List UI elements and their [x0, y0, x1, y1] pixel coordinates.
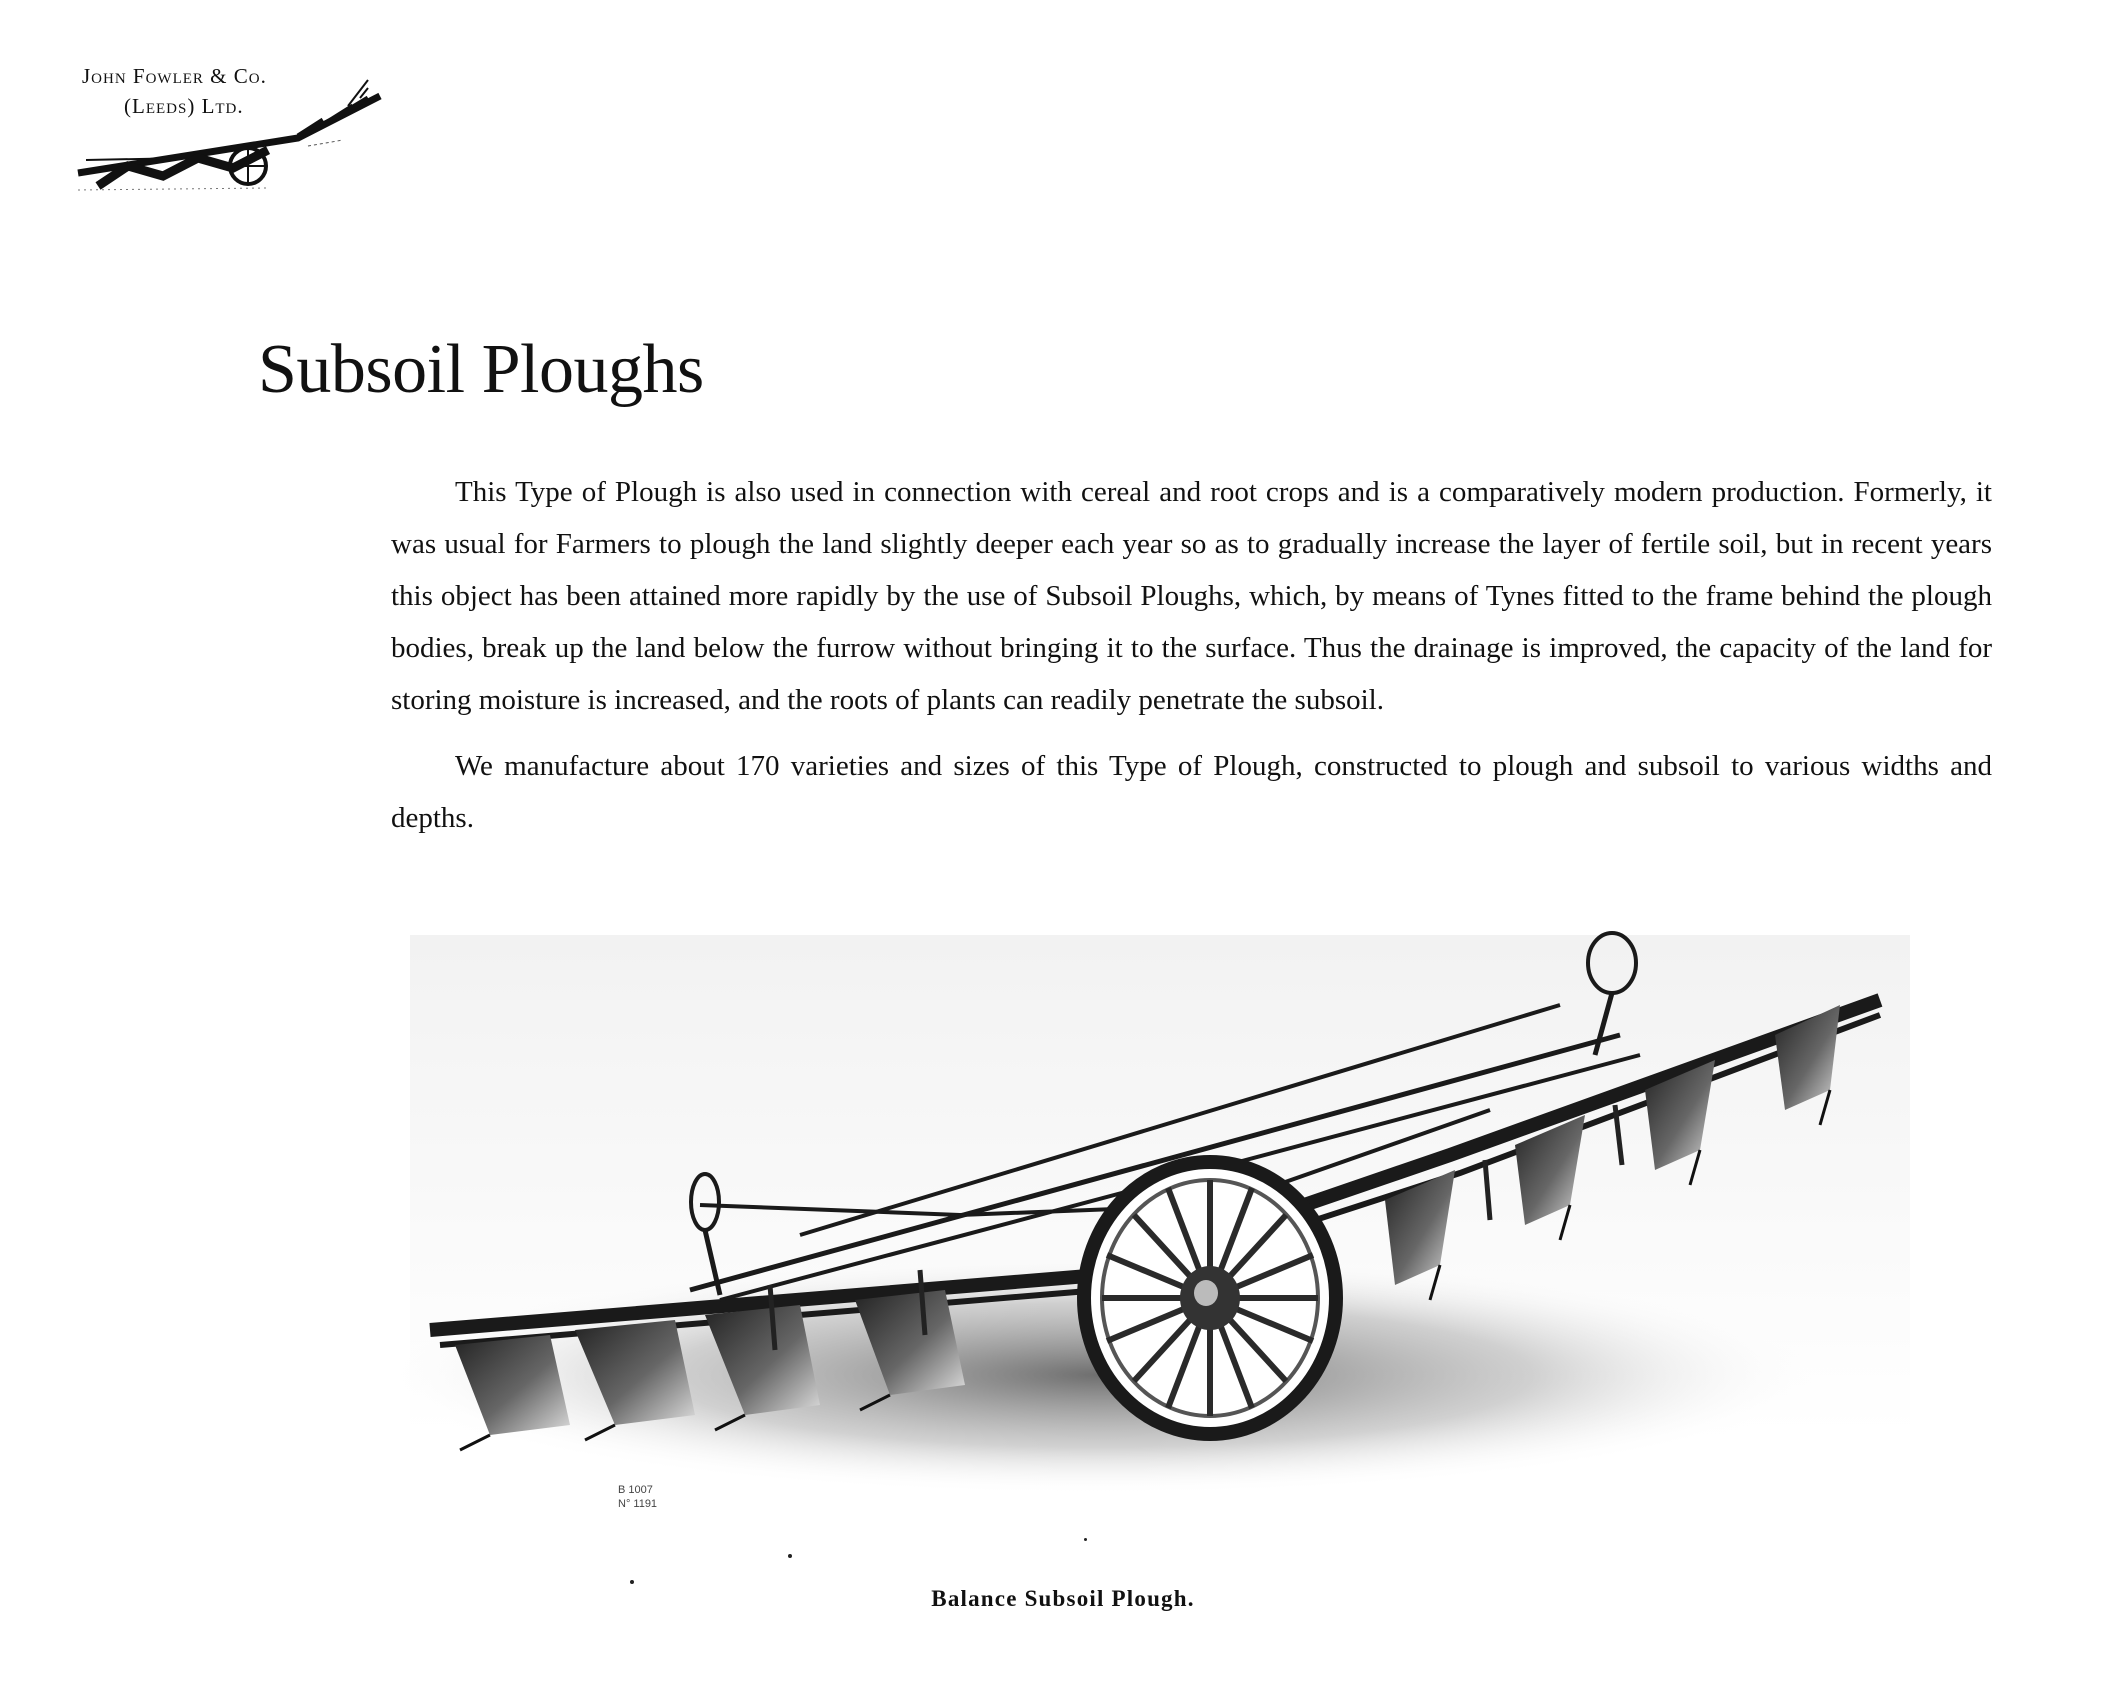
plate-subnumber: N° 1191 — [618, 1498, 658, 1510]
plate-number: B 1007 — [618, 1484, 653, 1496]
page-title: Subsoil Ploughs — [258, 331, 704, 408]
print-speck — [630, 1580, 634, 1584]
print-speck — [788, 1554, 792, 1558]
land-wheel — [1084, 1162, 1336, 1434]
paragraph-intro: This Type of Plough is also used in connection with cereal and root crops and is a comparatively modern production. Formerly, it was usual for Farmers to plough the land slightly deeper each year so as to gradually increase the layer of fertile soil, but in recent years this object has been attained more rapidly by the use of Subsoil Ploughs, which, by means of Tynes fitted to the frame behind the plough bodies, break up the land below the furrow without bringing it to the surface. Thus the drainage is improved, the capacity of the land for storing moisture is increased, and the roots of plants can readily penetrate the subsoil. — [391, 476, 1992, 716]
plough-illustration — [400, 905, 1920, 1545]
logo-company-suffix: (Leeds) Ltd. — [124, 94, 244, 118]
body-text — [391, 466, 1992, 858]
company-logo — [68, 58, 398, 208]
illustration-caption: Balance Subsoil Plough. — [931, 1586, 1195, 1611]
logo-company-name: John Fowler & Co. — [82, 64, 267, 88]
print-speck — [1084, 1538, 1087, 1541]
paragraph-varieties: We manufacture about 170 varieties and sizes of this Type of Plough, constructed to plough and subsoil to various widths and depths. — [391, 750, 1992, 834]
